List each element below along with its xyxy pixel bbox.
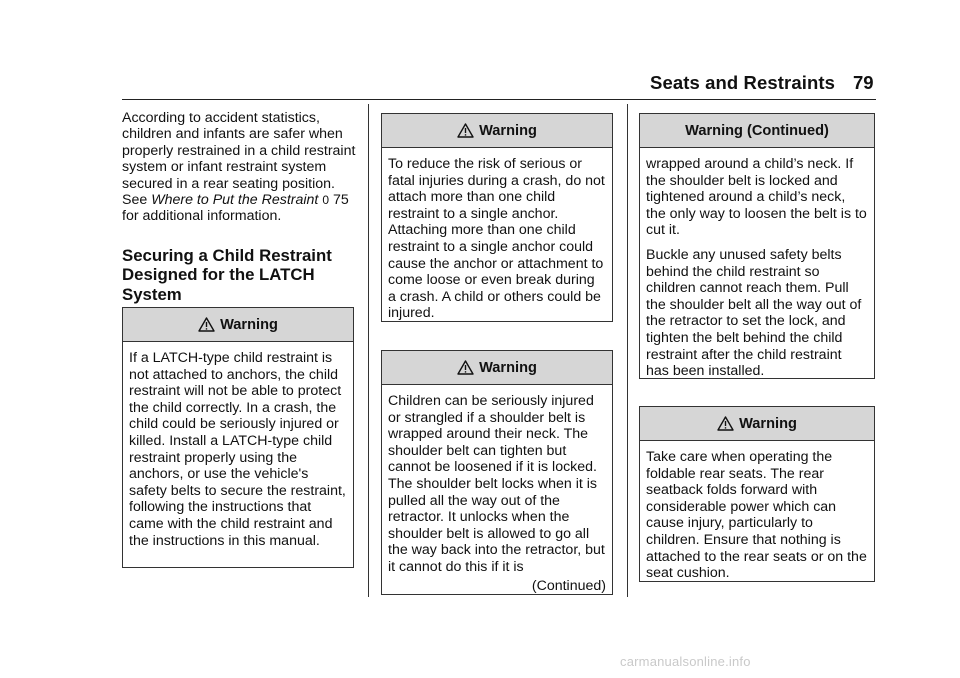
warning-box-latch [122, 307, 354, 568]
warning-box-shoulder-belt [381, 350, 613, 595]
column-divider-2 [627, 104, 628, 597]
intro-tail: for additional information. [122, 208, 282, 225]
warning-triangle-icon [198, 317, 215, 332]
warning-triangle-icon [457, 360, 474, 375]
section-heading: Securing a Child Restraint Designed for the LATCH System [122, 246, 332, 304]
intro-paragraph [122, 110, 358, 225]
intro-text: According to accident statistics, children and infants are safer when properly restrained in a child restraint system or infant restraint system secured in a rear seating position. See [122, 110, 356, 209]
warning-title: Warning (Continued) [685, 122, 829, 139]
warning-title: Warning [479, 122, 537, 139]
warning-box-single-anchor [381, 113, 613, 322]
warning-title: Warning [479, 359, 537, 376]
warning-body [382, 385, 612, 594]
warning-box-continued [639, 113, 875, 379]
warning-header [382, 351, 612, 385]
warning-header [123, 308, 353, 342]
warning-box-rear-seats [639, 406, 875, 582]
warning-header [640, 407, 874, 441]
watermark: carmanualsonline.info [620, 654, 751, 669]
continued-label: (Continued) [531, 577, 606, 594]
warning-paragraph-2: Buckle any unused safety belts behind the child restraint so children cannot reach them. Pull the shoulder belt all the way out of the retractor to set the lock, and tighten the belt behind the child restraint after the child restraint has been installed. [646, 246, 862, 380]
section-title: Seats and Restraints [650, 72, 836, 93]
cross-reference-link[interactable]: Where to Put the Restraint [151, 192, 319, 209]
warning-triangle-icon [717, 416, 734, 431]
warning-body: To reduce the risk of serious or fatal injuries during a crash, do not attach more than one child restraint to a single anchor. Attaching more than one child restraint to a single anchor could cause the anchor or attachment to come loose or even break during a crash. A child or others could be injured. [388, 156, 605, 322]
warning-header [382, 114, 612, 148]
column-divider-1 [368, 104, 369, 597]
warning-title: Warning [739, 415, 797, 432]
page-reference-arrow-icon: 0 [322, 193, 330, 208]
warning-body-text: Children can be seriously injured or strangled if a shoulder belt is wrapped around their neck. The shoulder belt can tighten but cannot be loosened if it is locked. The shoulder belt locks when it is pulled all the way out of the retractor. It unlocks when the shoulder belt is allowed to go all the way back into the retractor, but it cannot do this if it is [388, 393, 605, 575]
warning-header [640, 114, 874, 148]
warning-title: Warning [220, 316, 278, 333]
warning-body: If a LATCH-type child restraint is not attached to anchors, the child restraint will not be able to protect the child correctly. In a crash, the child could be seriously injured or killed. Install a LATCH-type child restraint properly using the anchors, or use the vehicle's safety belts to secure the restraint, following the instructions that came with the child restraint and the instructions in this manual. [129, 350, 346, 549]
warning-body [640, 148, 874, 380]
header-divider [122, 99, 876, 100]
warning-triangle-icon [457, 123, 474, 138]
cross-reference-page[interactable]: 75 [332, 192, 349, 209]
warning-body: Take care when operating the foldable rear seats. The rear seatback folds forward with considerable power which can cause injury, particularly to children. Ensure that nothing is attached to the rear seats or on the seat cushion. [646, 449, 867, 582]
page-number: 79 [853, 72, 874, 93]
warning-paragraph-1: wrapped around a child’s neck. If the shoulder belt is locked and tightened around a child’s neck, the only way to loosen the belt is to cut it. [646, 156, 867, 239]
